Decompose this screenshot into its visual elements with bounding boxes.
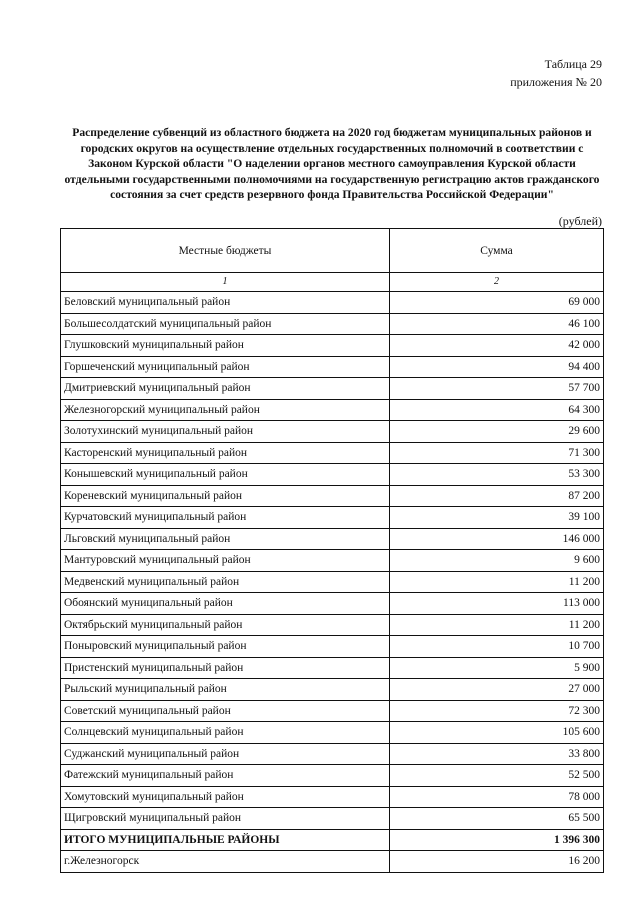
- budget-amount: 105 600: [390, 722, 604, 744]
- budget-amount: 52 500: [390, 765, 604, 787]
- total-amount: 1 396 300: [390, 829, 604, 851]
- table-row: [61, 657, 604, 679]
- budget-amount: 11 200: [390, 571, 604, 593]
- table-row: [61, 765, 604, 787]
- budget-amount: 39 100: [390, 507, 604, 529]
- budget-amount: 72 300: [390, 700, 604, 722]
- budget-amount: 146 000: [390, 528, 604, 550]
- table-row: [61, 507, 604, 529]
- budget-name: Большесолдатский муниципальный район: [61, 313, 390, 335]
- budget-name: Октябрьский муниципальный район: [61, 614, 390, 636]
- budget-name: Суджанский муниципальный район: [61, 743, 390, 765]
- budget-amount: 42 000: [390, 335, 604, 357]
- table-row: [61, 335, 604, 357]
- budget-amount: 94 400: [390, 356, 604, 378]
- column-number-2: 2: [390, 273, 604, 292]
- budget-amount: 27 000: [390, 679, 604, 701]
- table-row: [61, 528, 604, 550]
- table-label: Таблица 29: [544, 57, 602, 71]
- budget-name: Касторенский муниципальный район: [61, 442, 390, 464]
- budget-name: г.Железногорск: [61, 851, 390, 873]
- subvention-table: [60, 228, 604, 873]
- table-row: [61, 700, 604, 722]
- budget-amount: 69 000: [390, 292, 604, 314]
- table-row: [61, 378, 604, 400]
- budget-amount: 78 000: [390, 786, 604, 808]
- budget-name: Хомутовский муниципальный район: [61, 786, 390, 808]
- appendix-label: приложения № 20: [510, 75, 602, 89]
- table-row: [61, 485, 604, 507]
- budget-name: Конышевский муниципальный район: [61, 464, 390, 486]
- table-row: [61, 722, 604, 744]
- table-body: [61, 292, 604, 873]
- budget-name: Глушковский муниципальный район: [61, 335, 390, 357]
- table-row: [61, 679, 604, 701]
- budget-amount: 53 300: [390, 464, 604, 486]
- budget-amount: 87 200: [390, 485, 604, 507]
- budget-amount: 5 900: [390, 657, 604, 679]
- budget-amount: 46 100: [390, 313, 604, 335]
- table-row: [61, 399, 604, 421]
- budget-name: Беловский муниципальный район: [61, 292, 390, 314]
- table-row: [61, 808, 604, 830]
- budget-name: Дмитриевский муниципальный район: [61, 378, 390, 400]
- table-row: [61, 786, 604, 808]
- budget-amount: 65 500: [390, 808, 604, 830]
- budget-amount: 16 200: [390, 851, 604, 873]
- budget-amount: 9 600: [390, 550, 604, 572]
- budget-amount: 33 800: [390, 743, 604, 765]
- table-row: [61, 636, 604, 658]
- budget-name: Горшеченский муниципальный район: [61, 356, 390, 378]
- units-label: (рублей): [558, 214, 602, 228]
- budget-amount: 11 200: [390, 614, 604, 636]
- column-header-budgets: Местные бюджеты: [61, 229, 390, 273]
- table-row: [61, 593, 604, 615]
- budget-name: Мантуровский муниципальный район: [61, 550, 390, 572]
- document-title: Распределение субвенций из областного бюджета на 2020 год бюджетам муниципальных районов и городских округов на осуществление отдельных государственных полномочий в соответствии с Законом Курской области "О наделении органов местного самоуправления Курской области отдельными государственными полномочиями на государственную регистрацию актов гражданского состояния за счет средств резервного фонда Правительства Российской Федерации": [64, 126, 600, 201]
- table-row: [61, 571, 604, 593]
- column-number-1: 1: [61, 273, 390, 292]
- table-row: [61, 292, 604, 314]
- table-row: [61, 550, 604, 572]
- budget-name: Обоянский муниципальный район: [61, 593, 390, 615]
- budget-name: Золотухинский муниципальный район: [61, 421, 390, 443]
- budget-name: Щигровский муниципальный район: [61, 808, 390, 830]
- budget-amount: 57 700: [390, 378, 604, 400]
- budget-name: Курчатовский муниципальный район: [61, 507, 390, 529]
- budget-name: Рыльский муниципальный район: [61, 679, 390, 701]
- budget-amount: 10 700: [390, 636, 604, 658]
- table-row: [61, 313, 604, 335]
- budget-name: Медвенский муниципальный район: [61, 571, 390, 593]
- budget-name: Поныровский муниципальный район: [61, 636, 390, 658]
- budget-name: Пристенский муниципальный район: [61, 657, 390, 679]
- budget-name: Фатежский муниципальный район: [61, 765, 390, 787]
- budget-amount: 71 300: [390, 442, 604, 464]
- table-row: [61, 442, 604, 464]
- budget-amount: 113 000: [390, 593, 604, 615]
- table-caption: [510, 55, 602, 91]
- column-number-row: [61, 273, 604, 292]
- budget-name: Солнцевский муниципальный район: [61, 722, 390, 744]
- total-label: ИТОГО МУНИЦИПАЛЬНЫЕ РАЙОНЫ: [61, 829, 390, 851]
- budget-name: Кореневский муниципальный район: [61, 485, 390, 507]
- table-row: [61, 464, 604, 486]
- column-header-sum: Сумма: [390, 229, 604, 273]
- budget-name: Советский муниципальный район: [61, 700, 390, 722]
- total-row: [61, 829, 604, 851]
- budget-name: Железногорский муниципальный район: [61, 399, 390, 421]
- table-row: [61, 614, 604, 636]
- table-row: [61, 421, 604, 443]
- table-row: [61, 743, 604, 765]
- table-header-row: [61, 229, 604, 273]
- budget-amount: 64 300: [390, 399, 604, 421]
- budget-name: Льговский муниципальный район: [61, 528, 390, 550]
- table-row: [61, 851, 604, 873]
- budget-amount: 29 600: [390, 421, 604, 443]
- table-row: [61, 356, 604, 378]
